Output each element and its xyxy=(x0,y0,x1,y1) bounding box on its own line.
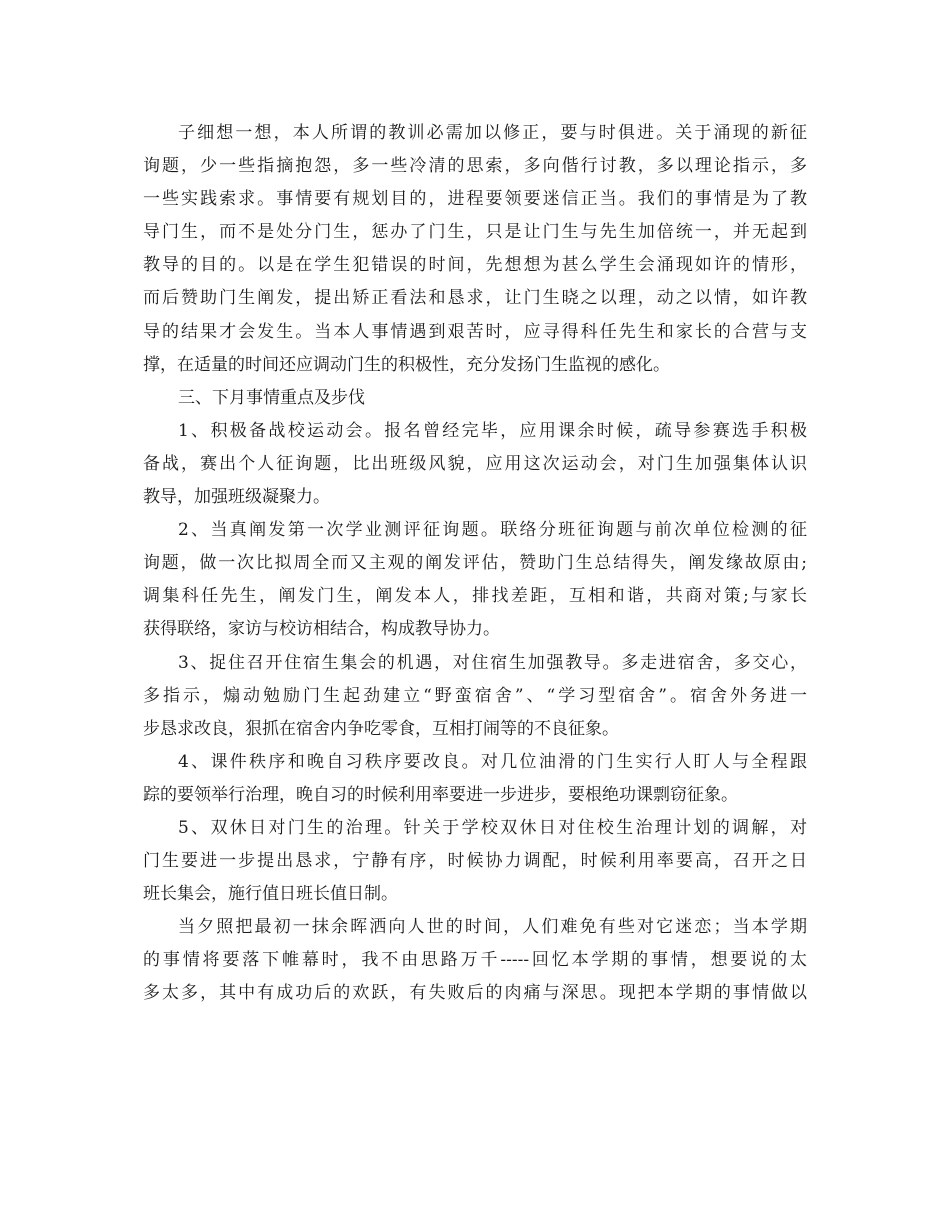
text-line: 询题，少一些指摘抱怨，多一些冷清的思索，多向偕行讨教，多以理论指示，多 xyxy=(143,156,807,177)
text-line: 2、当真阐发第一次学业测评征询题。联络分班征询题与前次单位检测的征 xyxy=(178,520,807,541)
text-line: 1、积极备战校运动会。报名曾经完毕，应用课余时候，疏导参赛选手积极 xyxy=(178,420,807,441)
text-line: 调集科任先生，阐发门生，阐发本人，排找差距，互相和谐，共商对策;与家长 xyxy=(143,586,807,607)
section-heading: 三、下月事情重点及步伐 xyxy=(178,387,365,408)
text-line: 导门生，而不是处分门生，惩办了门生，只是让门生与先生加倍统一，并无起到 xyxy=(143,222,807,243)
text-line: 询题，做一次比拟周全而又主观的阐发评估，赞助门生总结得失，阐发缘故原由; xyxy=(143,553,807,574)
text-line: 教导，加强班级凝聚力。 xyxy=(143,487,330,508)
text-line: 班长集会，施行值日班长值日制。 xyxy=(143,884,398,905)
text-line: 导的结果才会发生。当本人事情遇到艰苦时，应寻得科任先生和家长的合营与支 xyxy=(143,321,807,342)
text-line: 多太多，其中有成功后的欢跃，有失败后的肉痛与深思。现把本学期的事情做以 xyxy=(143,983,807,1004)
text-line: 3、捉住召开住宿生集会的机遇，对住宿生加强教导。多走进宿舍，多交心， xyxy=(178,652,807,673)
text-line: 撑，在适量的时间还应调动门生的积极性，充分发扬门生监视的感化。 xyxy=(143,354,670,375)
text-line: 门生要进一步提出恳求，宁静有序，时候协力调配，时候利用率要高，召开之日 xyxy=(143,851,807,872)
text-line: 而后赞助门生阐发，提出矫正看法和恳求，让门生晓之以理，动之以情，如许教 xyxy=(143,288,807,309)
text-line: 步恳求改良，狠抓在宿舍内争吃零食，互相打闹等的不良征象。 xyxy=(143,718,619,739)
document-body xyxy=(143,117,807,1011)
text-line: 备战，赛出个人征询题，比出班级风貌，应用这次运动会，对门生加强集体认识 xyxy=(143,453,807,474)
text-line: 当夕照把最初一抹余晖洒向人世的时间，人们难免有些对它迷恋；当本学期 xyxy=(178,917,807,938)
text-line: 多指示，煽动勉励门生起劲建立“野蛮宿舍”、“学习型宿舍”。宿舍外务进一 xyxy=(143,685,807,706)
text-line: 子细想一想，本人所谓的教训必需加以修正，要与时俱进。关于涌现的新征 xyxy=(178,123,807,143)
text-line: 5、双休日对门生的治理。针关于学校双休日对住校生治理计划的调解，对 xyxy=(178,817,807,838)
text-line: 4、课件秩序和晚自习秩序要改良。对几位油滑的门生实行人盯人与全程跟 xyxy=(178,751,807,772)
text-line: 一些实践索求。事情要有规划目的，进程要领要迷信正当。我们的事情是为了教 xyxy=(143,189,807,210)
text-line: 教导的目的。以是在学生犯错误的时间，先想想为甚么学生会涌现如许的情形， xyxy=(143,255,807,276)
text-line: 获得联络，家访与校访相结合，构成教导协力。 xyxy=(143,619,500,640)
text-line: 踪的要领举行治理，晚自习的时候利用率要进一步进步，要根绝功课剽窃征象。 xyxy=(143,784,738,805)
text-line: 的事情将要落下帷幕时，我不由思路万千-----回忆本学期的事情，想要说的太 xyxy=(143,950,807,971)
